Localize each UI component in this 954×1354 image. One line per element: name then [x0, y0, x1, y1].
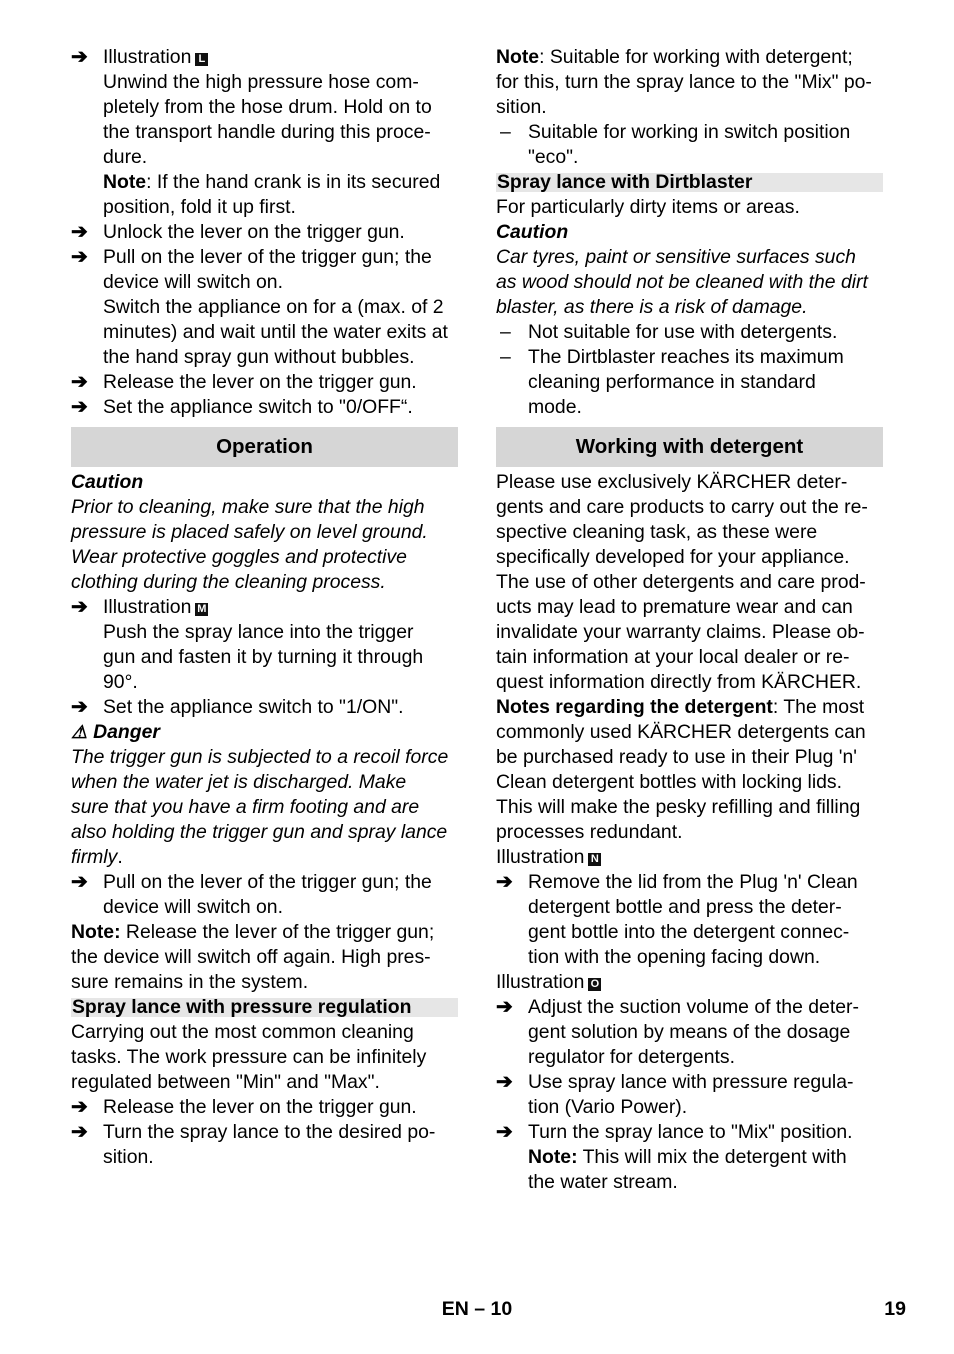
section-heading-operation: Operation	[71, 427, 458, 467]
arrow-icon: ➔	[71, 1121, 88, 1143]
text-line: sure that you have a firm footing and are	[71, 796, 420, 818]
illustration-line: Illustration N	[496, 845, 883, 870]
text-line: spective cleaning task, as these were	[496, 521, 818, 543]
text-line: Please use exclusively KÄRCHER deter-	[496, 471, 848, 493]
list-item: – The Dirtblaster reaches its maximum	[500, 346, 844, 368]
list-item: ➔ Turn the spray lance to "Mix" position.	[496, 1121, 853, 1143]
list-item: ➔ Pull on the lever of the trigger gun; the	[71, 246, 432, 268]
text-line: sition.	[496, 96, 547, 118]
text-line: tasks. The work pressure can be infinitely	[71, 1046, 427, 1068]
text-line: gent solution by means of the dosage	[528, 1021, 851, 1043]
left-column	[71, 45, 458, 1170]
arrow-icon: ➔	[71, 1096, 88, 1118]
note-line: Note: Release the lever of the trigger gun;	[71, 921, 435, 943]
text-line: clothing during the cleaning process.	[71, 571, 386, 593]
text-line: the water stream.	[528, 1171, 678, 1193]
text-line: 90°.	[103, 671, 138, 693]
text-line: pletely from the hose drum. Hold on to	[103, 96, 432, 118]
text-line: sure remains in the system.	[71, 971, 309, 993]
text-line: regulated between "Min" and "Max".	[71, 1071, 380, 1093]
text-line: cleaning performance in standard	[528, 371, 816, 393]
text-line: as wood should not be cleaned with the dirt	[496, 271, 868, 293]
text-line: gent bottle into the detergent connec-	[528, 921, 850, 943]
illustration-line: Illustration O	[496, 970, 883, 995]
list-item: ➔ Release the lever on the trigger gun.	[71, 1096, 417, 1118]
arrow-icon: ➔	[71, 371, 88, 393]
text-line: sition.	[103, 1146, 154, 1168]
illustration-box-icon: L	[195, 53, 208, 66]
dash-bullet-icon: –	[500, 321, 511, 343]
text-line: detergent bottle and press the deter-	[528, 896, 842, 918]
text-line: Prior to cleaning, make sure that the high	[71, 496, 425, 518]
text-line: Unwind the high pressure hose com-	[103, 71, 419, 93]
list-item: ➔ Illustration M	[71, 596, 207, 618]
text-line: Switch the appliance on for a (max. of 2	[103, 296, 444, 318]
subheading-dirtblaster: Spray lance with Dirtblaster	[496, 173, 883, 192]
text-line: blaster, as there is a risk of damage.	[496, 296, 808, 318]
arrow-icon: ➔	[71, 396, 88, 418]
text-line: processes redundant.	[496, 821, 683, 843]
caution-heading: Caution	[496, 221, 569, 243]
arrow-icon: ➔	[71, 221, 88, 243]
arrow-icon: ➔	[71, 871, 88, 893]
note-line: Note: If the hand crank is in its secured	[103, 171, 441, 193]
text-line: firmly.	[71, 846, 123, 868]
text-line: quest information directly from KÄRCHER.	[496, 671, 862, 693]
text-line: the hand spray gun without bubbles.	[103, 346, 415, 368]
list-item: ➔ Turn the spray lance to the desired po-	[71, 1121, 436, 1143]
text-line: This will make the pesky refilling and filling	[496, 796, 861, 818]
text-line: when the water jet is discharged. Make	[71, 771, 407, 793]
page-number: 19	[884, 1298, 906, 1320]
list-item: ➔ Release the lever on the trigger gun.	[71, 371, 417, 393]
arrow-icon: ➔	[496, 871, 513, 893]
arrow-icon: ➔	[496, 1071, 513, 1093]
subheading-pressure-regulation: Spray lance with pressure regulation	[71, 998, 458, 1017]
note-line: Note: Suitable for working with detergent;	[496, 46, 853, 68]
arrow-icon: ➔	[496, 996, 513, 1018]
text-line: mode.	[528, 396, 582, 418]
text-line: commonly used KÄRCHER detergents can	[496, 721, 866, 743]
text-line: gun and fasten it by turning it through	[103, 646, 424, 668]
list-item: ➔ Illustration L	[71, 45, 458, 70]
text-line: tion (Vario Power).	[528, 1096, 688, 1118]
text-line: dure.	[103, 146, 148, 168]
illustration-box-icon: M	[197, 603, 207, 615]
list-item: ➔ Set the appliance switch to "1/ON".	[71, 696, 404, 718]
dash-bullet-icon: –	[500, 121, 511, 143]
arrow-icon: ➔	[71, 696, 88, 718]
text-line: tain information at your local dealer or re-	[496, 646, 850, 668]
list-item: ➔ Set the appliance switch to "0/OFF“.	[71, 396, 413, 418]
text-line: position, fold it up first.	[103, 196, 296, 218]
text-line: minutes) and wait until the water exits at	[103, 321, 448, 343]
text-line: regulator for detergents.	[528, 1046, 735, 1068]
arrow-icon: ➔	[71, 46, 88, 68]
text-line: Car tyres, paint or sensitive surfaces such	[496, 246, 856, 268]
text-line: Carrying out the most common cleaning	[71, 1021, 414, 1043]
section-heading-detergent: Working with detergent	[496, 427, 883, 467]
arrow-icon: ➔	[496, 1121, 513, 1143]
illustration-box-icon: N	[588, 853, 601, 866]
list-item: – Suitable for working in switch position	[500, 121, 851, 143]
text-line: invalidate your warranty claims. Please ob-	[496, 621, 865, 643]
text-line: For particularly dirty items or areas.	[496, 196, 800, 218]
text-line: gents and care products to carry out the re-	[496, 496, 868, 518]
warning-triangle-icon: ⚠	[71, 722, 88, 742]
list-item: ➔ Pull on the lever of the trigger gun; the	[71, 871, 432, 893]
list-item: – Not suitable for use with detergents.	[500, 321, 838, 343]
illustration-box-icon: O	[588, 978, 601, 991]
text-line: be purchased ready to use in their Plug 'n'	[496, 746, 857, 768]
text-line: "eco".	[528, 146, 579, 168]
text-line: The use of other detergents and care prod-	[496, 571, 866, 593]
list-item: ➔ Adjust the suction volume of the deter-	[496, 996, 859, 1018]
text-line: Clean detergent bottles with locking lids.	[496, 771, 842, 793]
list-item: ➔ Unlock the lever on the trigger gun.	[71, 221, 405, 243]
caution-heading: Caution	[71, 471, 144, 493]
text-line: The trigger gun is subjected to a recoil force	[71, 746, 449, 768]
text-line: ucts may lead to premature wear and can	[496, 596, 853, 618]
list-item: ➔ Use spray lance with pressure regula-	[496, 1071, 854, 1093]
text-line: device will switch on.	[103, 271, 283, 293]
text-line: the device will switch off again. High pres-	[71, 946, 431, 968]
text-line: also holding the trigger gun and spray lance	[71, 821, 448, 843]
text-line: pressure is placed safely on level ground.	[71, 521, 428, 543]
text-line: device will switch on.	[103, 896, 283, 918]
note-line: Notes regarding the detergent: The most	[496, 696, 865, 718]
dash-bullet-icon: –	[500, 346, 511, 368]
text-line: specifically developed for your appliance.	[496, 546, 850, 568]
footer-section-label: EN – 10	[441, 1298, 513, 1320]
arrow-icon: ➔	[71, 246, 88, 268]
list-item: ➔ Remove the lid from the Plug 'n' Clean	[496, 871, 858, 893]
text-line: Wear protective goggles and protective	[71, 546, 407, 568]
text-line: for this, turn the spray lance to the "Mix" po-	[496, 71, 872, 93]
text-line: tion with the opening facing down.	[528, 946, 821, 968]
arrow-icon: ➔	[71, 596, 88, 618]
danger-heading: ⚠ Danger	[71, 721, 160, 743]
note-line: Note: This will mix the detergent with	[528, 1146, 847, 1168]
right-column	[496, 45, 883, 1195]
text-line: the transport handle during this proce-	[103, 121, 431, 143]
text-line: Push the spray lance into the trigger	[103, 621, 414, 643]
